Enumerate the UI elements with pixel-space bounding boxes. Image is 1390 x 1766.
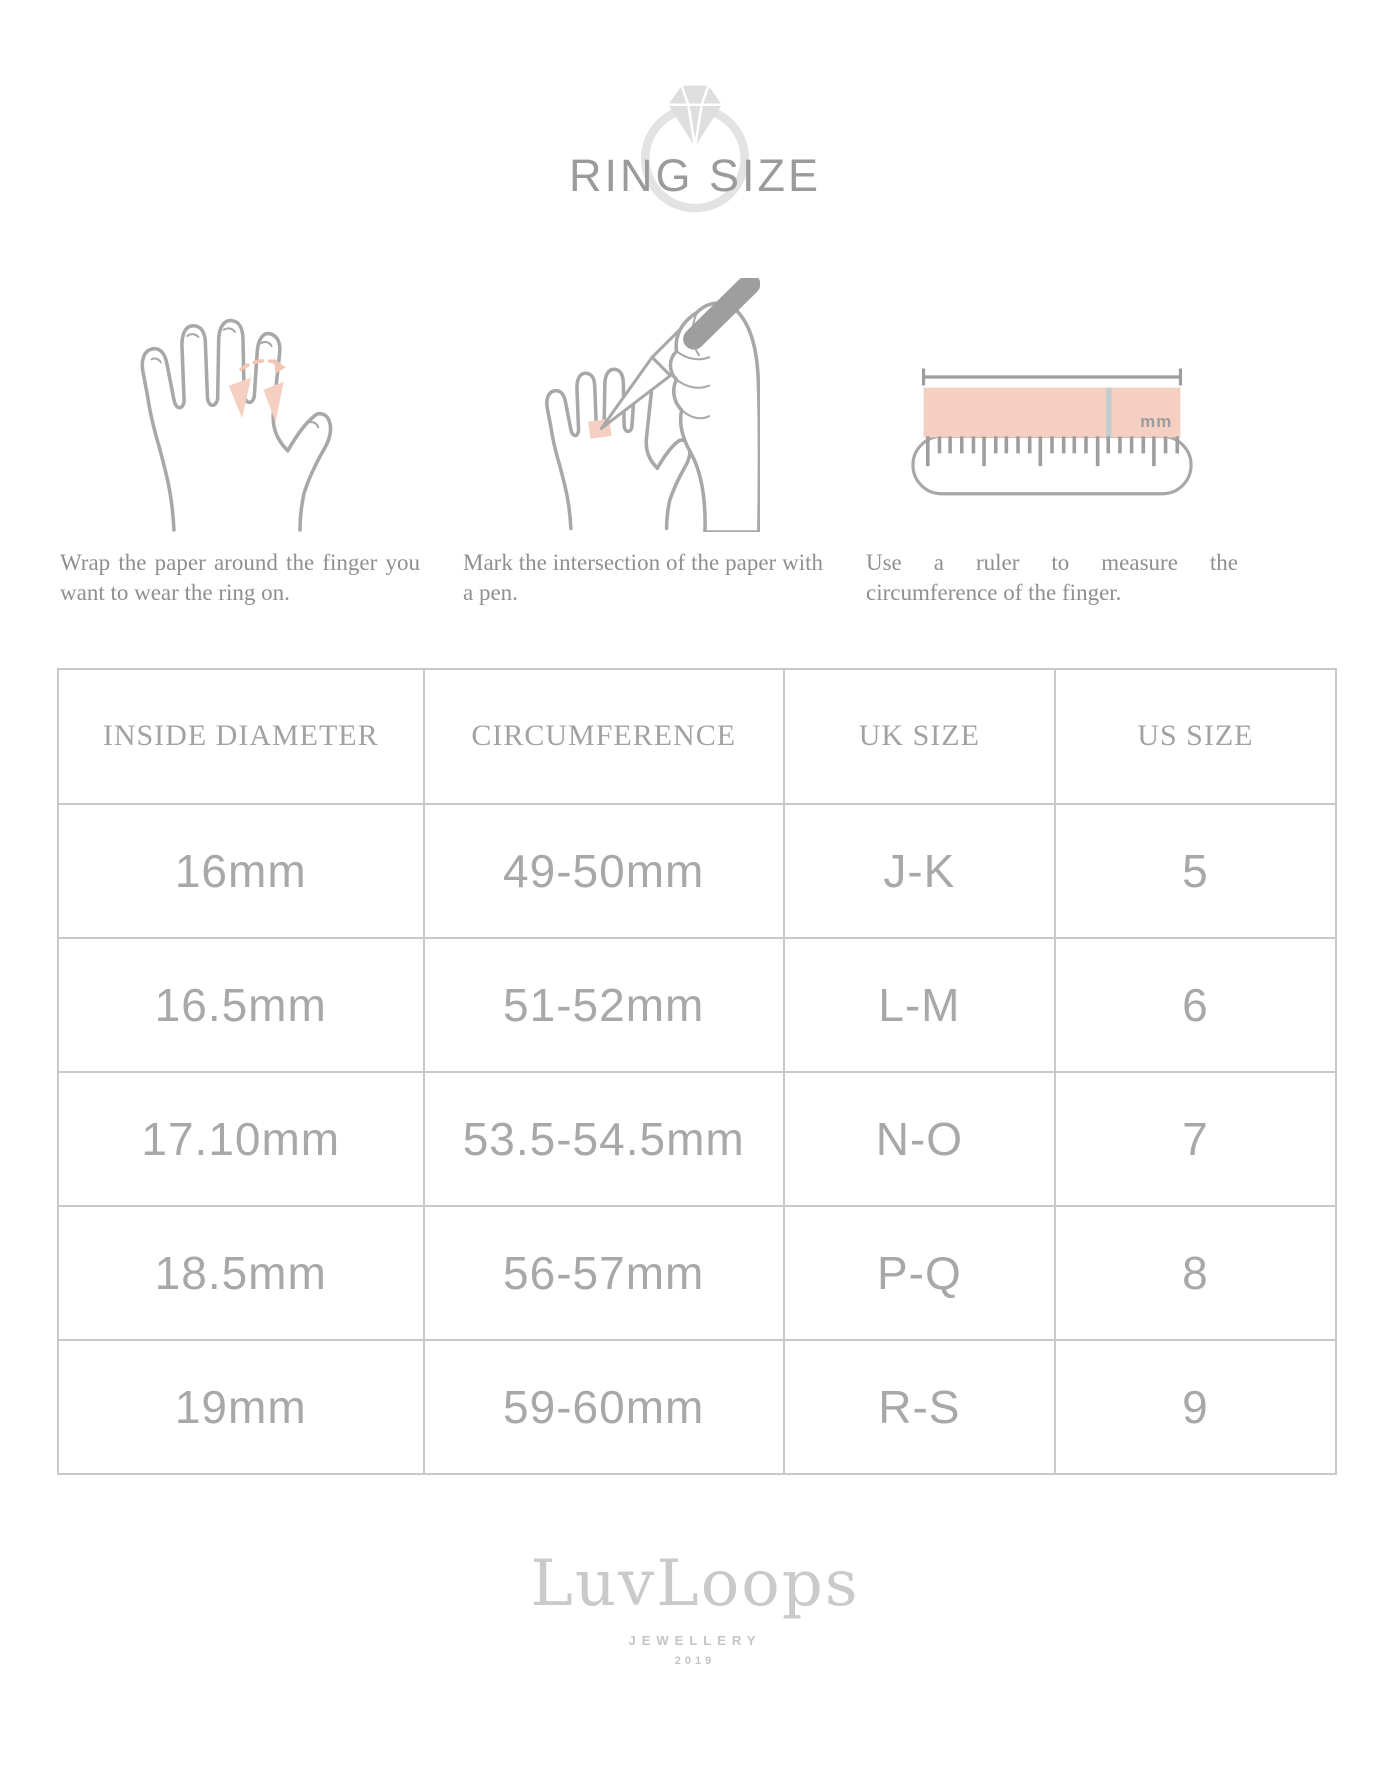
brand-name: LuvLoops	[530, 1546, 860, 1621]
column-header-uk-size: UK SIZE	[784, 669, 1055, 804]
table-cell: 49-50mm	[424, 804, 784, 938]
step-wrap-paper	[60, 278, 420, 608]
table-cell: 18.5mm	[58, 1206, 424, 1340]
table-cell: N-O	[784, 1072, 1055, 1206]
table-cell: P-Q	[784, 1206, 1055, 1340]
table-cell: R-S	[784, 1340, 1055, 1474]
step-caption: Wrap the paper around the finger you want to wear the ring on.	[60, 550, 420, 605]
table-cell: 51-52mm	[424, 938, 784, 1072]
table-cell: J-K	[784, 804, 1055, 938]
measurement-line	[924, 368, 1181, 385]
instructions-section	[60, 278, 1238, 608]
step-mark-pen	[463, 278, 823, 608]
ring-size-table	[57, 668, 1337, 1475]
table-cell: 56-57mm	[424, 1206, 784, 1340]
table-cell: 16mm	[58, 804, 424, 938]
step-measure-ruler	[866, 278, 1238, 608]
table-cell: 9	[1055, 1340, 1336, 1474]
left-hand-icon	[547, 369, 690, 528]
page-title: RING SIZE	[568, 150, 822, 201]
table-row	[58, 804, 1336, 938]
hand-mark-illustration	[463, 278, 823, 532]
footer-logo	[0, 1547, 1390, 1667]
table-cell: 7	[1055, 1072, 1336, 1206]
hand-icon	[123, 278, 357, 532]
diamond-icon	[668, 86, 722, 147]
table-row	[58, 938, 1336, 1072]
table-cell: 6	[1055, 938, 1336, 1072]
column-header-circumference: CIRCUMFERENCE	[424, 669, 784, 804]
table-cell: 53.5-54.5mm	[424, 1072, 784, 1206]
table-cell: L-M	[784, 938, 1055, 1072]
step-caption: Mark the intersection of the paper with a pen.	[463, 550, 823, 605]
table-cell: 17.10mm	[58, 1072, 424, 1206]
header	[0, 0, 1390, 252]
ruler-icon	[908, 360, 1196, 498]
step-caption: Use a ruler to measure the circumference of the finger.	[866, 550, 1238, 605]
brand-year: 2019	[674, 1654, 716, 1667]
table-cell: 19mm	[58, 1340, 424, 1474]
table-cell: 5	[1055, 804, 1336, 938]
mm-unit-label: mm	[1140, 411, 1173, 431]
table-cell: 16.5mm	[58, 938, 424, 1072]
ruler-illustration	[866, 278, 1238, 532]
column-header-us-size: US SIZE	[1055, 669, 1336, 804]
brand-subtitle: JEWELLERY	[628, 1632, 762, 1648]
table-row	[58, 1072, 1336, 1206]
hand-wrap-illustration	[60, 278, 420, 532]
column-header-inside-diameter: INSIDE DIAMETER	[58, 669, 424, 804]
hand-and-pen-icon	[526, 278, 760, 532]
table-row	[58, 1206, 1336, 1340]
table-cell: 59-60mm	[424, 1340, 784, 1474]
pen-mark-on-strip	[1106, 388, 1111, 438]
table-cell: 8	[1055, 1206, 1336, 1340]
table-row	[58, 1340, 1336, 1474]
table-header-row	[58, 669, 1336, 804]
